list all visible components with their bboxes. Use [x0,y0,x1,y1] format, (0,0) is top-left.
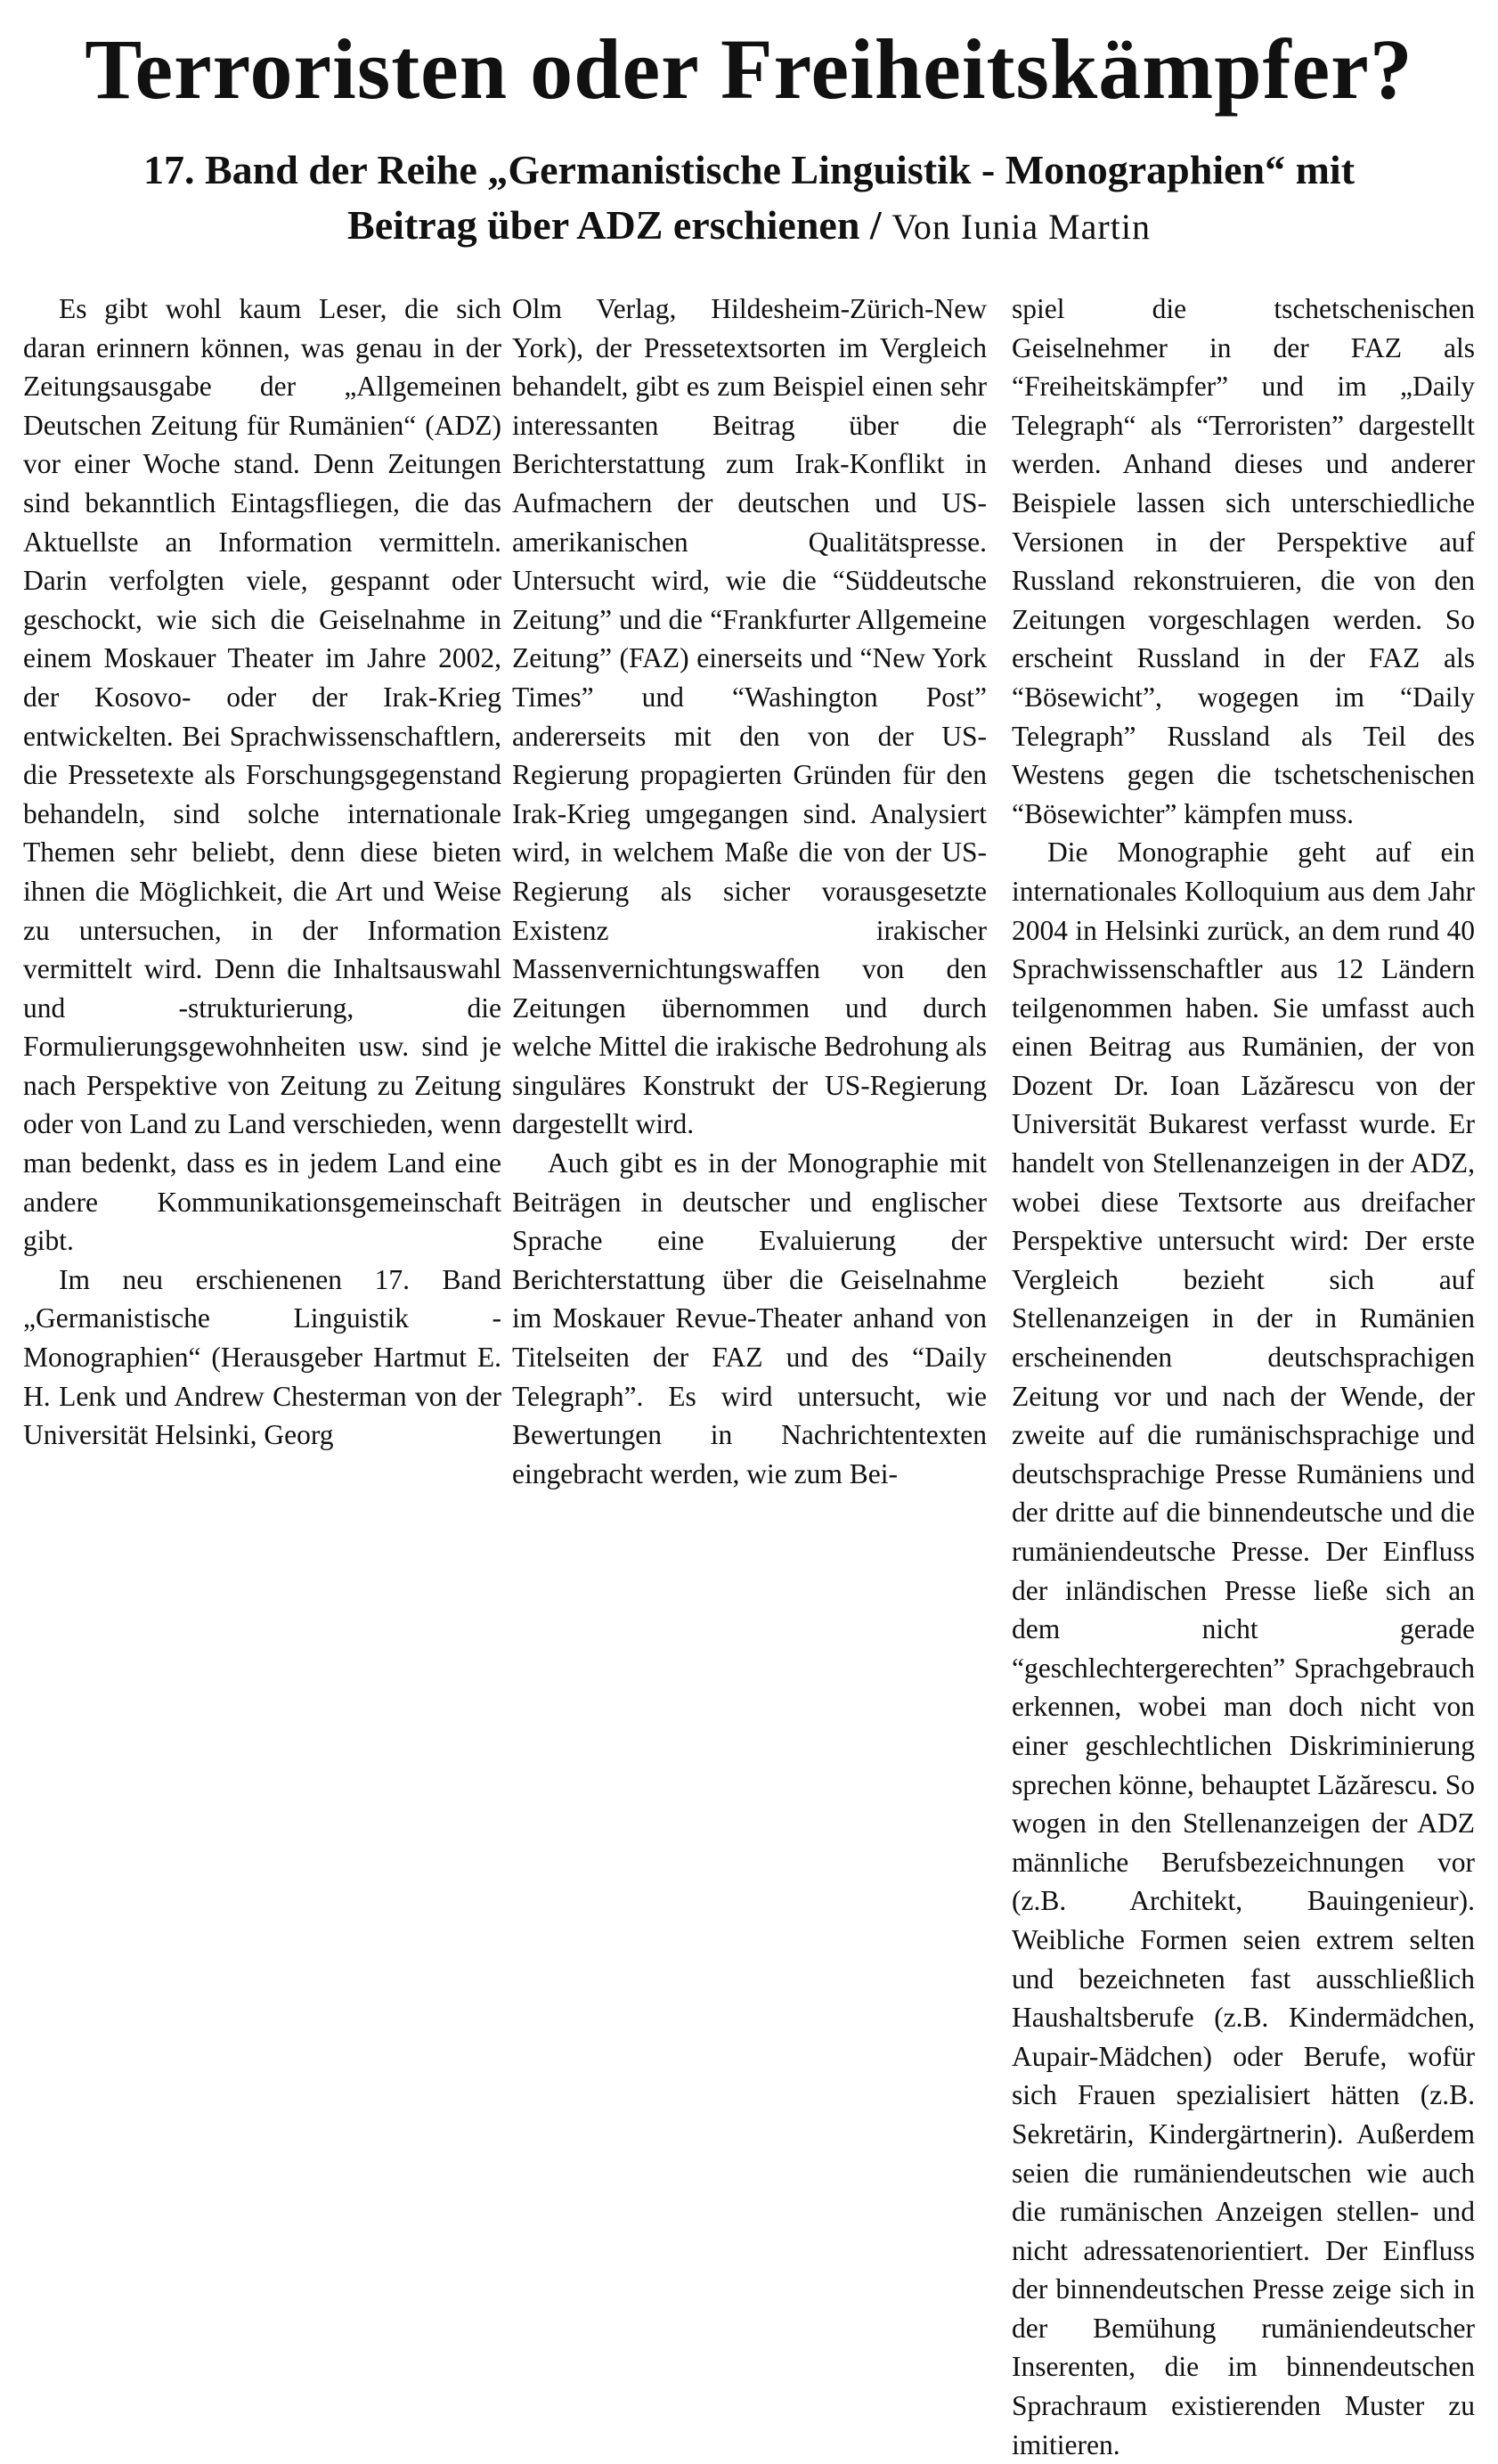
subheadline [53,143,1445,255]
headline: Terroristen oder Freiheitskämpfer? [85,21,1413,117]
paragraph: Auch gibt es in der Monographie mit Beiträgen in deutscher und englischer Sprache eine Evaluierung der Berichterstattung über die Geiselnahme im Moskauer Revue-Theater anhand von Titelseiten der FAZ und des “Daily Telegraph”. Es wird untersucht, wie Bewertungen in Nachrichtentexten eingebracht werden, wie zum Bei- [512,1147,987,1489]
byline: Von Iunia Martin [891,207,1151,247]
text-column-2 [512,290,987,1493]
paragraph: Olm Verlag, Hildesheim-Zürich-New York), der Pressetextsorten im Vergleich behandelt, gibt es zum Beispiel einen sehr interessanten Beitrag über die Berichterstattung zum Irak-Konflikt in Aufmachern der deutschen und US-amerikanischen Qualitätspresse. Untersucht wird, wie die “Süddeutsche Zeitung” und die “Frankfurter Allgemeine Zeitung” (FAZ) einerseits und “New York Times” und “Washington Post” andererseits mit den von der US-Regierung propagierten Gründen für den Irak-Krieg umgegangen sind. Analysiert wird, in welchem Maße die von der US-Regierung als sicher vorausgesetzte Existenz irakischer Massenvernichtungswaffen von den Zeitungen übernommen und durch welche Mittel die irakische Bedrohung als singuläres Konstrukt der US-Regierung dargestellt wird. [512,293,987,1140]
paragraph: spiel die tschetschenischen Geiselnehmer in der FAZ als “Freiheitskämpfer” und im „Daily Telegraph“ als “Terroristen” dargestellt werden. Anhand dieses und anderer Beispiele lassen sich unterschiedliche Versionen in der Perspektive auf Russland rekonstruieren, die von den Zeitungen vorgeschlagen werden. So erscheint Russland in der FAZ als “Bösewicht”, wogegen im “Daily Telegraph” Russland als Teil des Westens gegen die tschetschenischen “Bösewichter” kämpfen muss. [1012,293,1475,829]
subheadline-line-2: Beitrag über ADZ erschienen / [347,202,882,248]
text-column-3 [1012,290,1475,2464]
text-column-1 [23,290,501,1455]
paragraph: Die Monographie geht auf ein internationales Kolloquium aus dem Jahr 2004 in Helsinki zurück, an dem rund 40 Sprachwissenschaftler aus 12 Ländern teilgenommen haben. Sie umfasst auch einen Beitrag aus Rumänien, der von Dozent Dr. Ioan Lăzărescu von der Universität Bukarest verfasst wurde. Er handelt von Stellenanzeigen in der ADZ, wobei diese Textsorte aus dreifacher Perspektive untersucht wird: Der erste Vergleich bezieht sich auf Stellenanzeigen in der in Rumänien erscheinenden deutschsprachigen Zeitung vor und nach der Wende, der zweite auf die rumänischsprachige und deutschsprachige Presse Rumäniens und der dritte auf die binnendeutsche und die rumäniendeutsche Presse. Der Einfluss der inländischen Presse ließe sich an dem nicht gerade “geschlechtergerechten” Sprachgebrauch erkennen, wobei man doch nicht von einer geschlechtlichen Diskriminierung sprechen könne, behauptet Lăzărescu. So wogen in den Stellenanzeigen der ADZ männliche Berufsbezeichnungen vor (z.B. Architekt, Bauingenieur). Weibliche Formen seien extrem selten und bezeichneten fast ausschließlich Haushaltsberufe (z.B. Kindermädchen, Aupair-Mädchen) oder Berufe, wofür sich Frauen spezialisiert hätten (z.B. Sekretärin, Kindergärtnerin). Außerdem seien die rumäniendeutschen wie auch die rumänischen Anzeigen stellen- und nicht adressatenorientiert. Der Einfluss der binnendeutschen Presse zeige sich in der Bemühung rumäniendeutscher Inserenten, die im binnendeutschen Sprachraum existierenden Muster zu imitieren. [1012,836,1475,2460]
paragraph: Im neu erschienenen 17. Band „Germanistische Linguistik - Monographien“ (Herausgeber Hartmut E. H. Lenk und Andrew Chesterman von der Universität Helsinki, Georg [23,1263,501,1451]
subheadline-line-1: 17. Band der Reihe „Germanistische Linguistik - Monographien“ mit [142,147,1356,192]
paragraph: Es gibt wohl kaum Leser, die sich daran erinnern können, was genau in der Zeitungsausgabe der „Allgemeinen Deutschen Zeitung für Rumänien“ (ADZ) vor einer Woche stand. Denn Zeitungen sind bekanntlich Eintagsfliegen, die das Aktuellste an Information vermitteln. Darin verfolgten viele, gespannt oder geschockt, wie sich die Geiselnahme in einem Moskauer Theater im Jahre 2002, der Kosovo- oder der Irak-Krieg entwickelten. Bei Sprachwissenschaftlern, die Pressetexte als Forschungsgegenstand behandeln, sind solche internationale Themen sehr beliebt, denn diese bieten ihnen die Möglichkeit, die Art und Weise zu untersuchen, in der Information vermittelt wird. Denn die Inhaltsauswahl und -strukturierung, die Formulierungsgewohnheiten usw. sind je nach Perspektive von Zeitung zu Zeitung oder von Land zu Land verschieden, wenn man bedenkt, dass es in jedem Land eine andere Kommunikationsgemeinschaft gibt. [23,293,501,1257]
